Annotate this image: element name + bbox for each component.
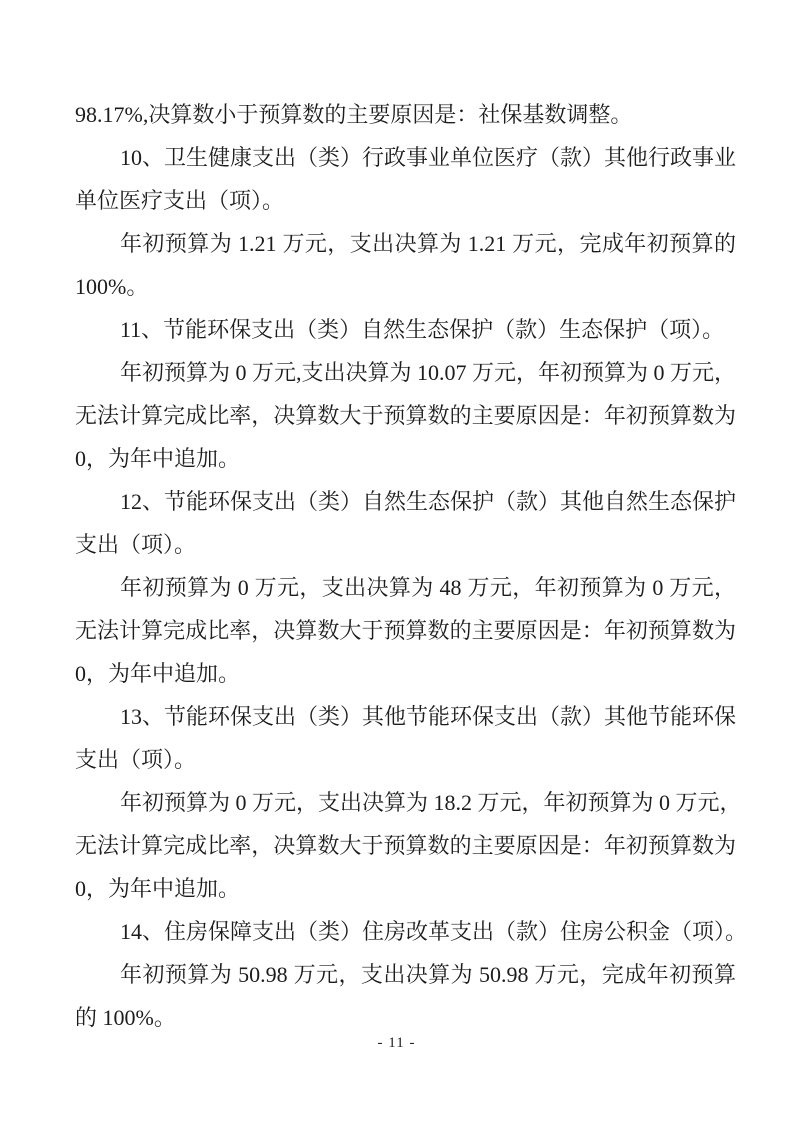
text-line: 年初预算为 0 万元，支出决算为 48 万元，年初预算为 0 万元， — [120, 575, 736, 600]
document-body — [75, 93, 748, 1039]
text-line: 无法计算完成比率，决算数大于预算数的主要原因是：年初预算数为 — [75, 618, 736, 643]
text-line: 单位医疗支出（项）。 — [75, 188, 285, 213]
text-line: 年初预算为 1.21 万元，支出决算为 1.21 万元，完成年初预算的 — [120, 231, 736, 256]
text-line: 13、节能环保支出（类）其他节能环保支出（款）其他节能环保 — [120, 704, 737, 729]
text-line: 14、住房保障支出（类）住房改革支出（款）住房公积金（项）。 — [120, 919, 748, 944]
text-line: 12、节能环保支出（类）自然生态保护（款）其他自然生态保护 — [120, 489, 737, 514]
text-line: 无法计算完成比率，决算数大于预算数的主要原因是：年初预算数为 — [75, 833, 736, 858]
text-line: 支出（项）。 — [75, 747, 197, 772]
text-line: 0，为年中追加。 — [75, 446, 241, 471]
text-line: 0，为年中追加。 — [75, 876, 241, 901]
text-line: 年初预算为 50.98 万元，支出决算为 50.98 万元，完成年初预算 — [120, 962, 736, 987]
text-line: 年初预算为 0 万元，支出决算为 18.2 万元，年初预算为 0 万元， — [120, 790, 742, 815]
text-line: 0，为年中追加。 — [75, 661, 241, 686]
text-line: 98.17%,决算数小于预算数的主要原因是：社保基数调整。 — [75, 102, 633, 127]
text-line: 无法计算完成比率，决算数大于预算数的主要原因是：年初预算数为 — [75, 403, 736, 428]
text-line: 11、节能环保支出（类）自然生态保护（款）生态保护（项）。 — [120, 317, 725, 342]
text-line: 的 100%。 — [75, 1005, 176, 1030]
page-number: - 11 - — [377, 1035, 416, 1051]
text-line: 支出（项）。 — [75, 532, 197, 557]
text-line: 年初预算为 0 万元,支出决算为 10.07 万元，年初预算为 0 万元， — [120, 360, 737, 385]
text-line: 10、卫生健康支出（类）行政事业单位医疗（款）其他行政事业 — [120, 145, 737, 170]
text-line: 100%。 — [75, 274, 149, 299]
